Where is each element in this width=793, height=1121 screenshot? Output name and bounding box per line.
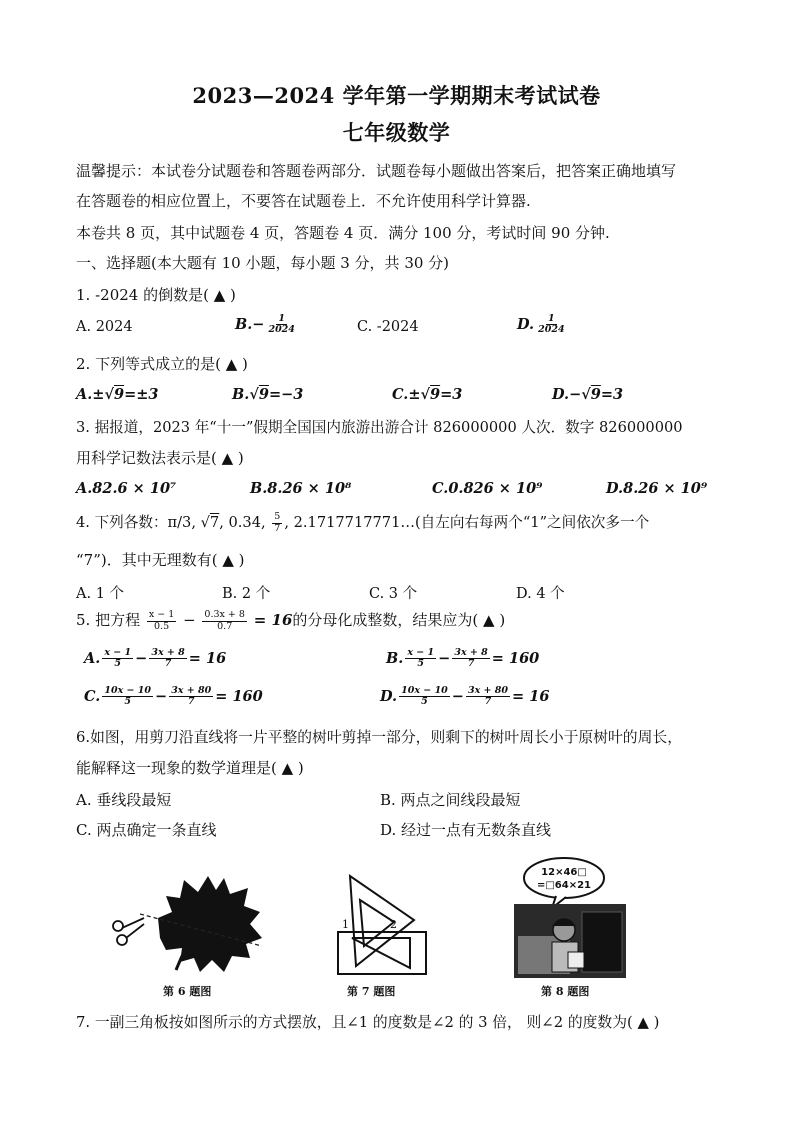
- q5-b-fraction-2: [452, 648, 489, 670]
- leaf-stem: [176, 956, 182, 970]
- q3-option-b: B.8.26 × 10⁸: [250, 480, 352, 497]
- q2-option-d: [552, 386, 623, 403]
- q2-d-prefix: D.−: [552, 386, 582, 403]
- q5-b-minus: −: [438, 649, 451, 667]
- q5-a-minus: −: [135, 649, 148, 667]
- q1-option-b: [235, 314, 299, 336]
- q5-d-minus: −: [451, 687, 464, 705]
- set-square-45: [338, 932, 426, 974]
- q5-f1-numerator: x − 1: [148, 609, 175, 621]
- q2-b-prefix: B.: [232, 386, 250, 403]
- q6-option-a: A. 垂线段最短: [76, 791, 172, 809]
- q5-c-minus: −: [155, 687, 168, 705]
- q1-d-denominator: 2024: [538, 324, 565, 336]
- q3-option-a: A.82.6 × 10⁷: [76, 480, 177, 497]
- q2-c-suffix: =3: [440, 386, 463, 403]
- q4-frac-denominator: 7: [274, 522, 281, 534]
- figure-7-caption: 第 7 题图: [347, 985, 396, 998]
- q5-b-label: B.: [386, 649, 404, 667]
- q5-a-f1-den: 5: [114, 658, 122, 670]
- q3-line-1: 3. 据报道，2023 年“十一”假期全国国内旅游出游合计 826000000 人次．数字 826000000: [76, 419, 683, 436]
- radical-sign: √: [581, 386, 591, 403]
- q2-option-a: [76, 386, 158, 403]
- q4-option-c: C. 3 个: [369, 586, 418, 602]
- q5-b-f1-num: x − 1: [407, 647, 435, 658]
- q5-c-f1-num: 10x − 10: [104, 685, 152, 696]
- q5-fraction-2: [202, 610, 247, 632]
- q5-a-f2-den: 7: [164, 658, 172, 670]
- exam-subtitle: 七年级数学: [342, 120, 451, 145]
- q4-fraction: [272, 512, 282, 534]
- radical-sign: √: [249, 386, 259, 403]
- q5-a-fraction-1: [102, 648, 133, 670]
- q1-b-fraction: [266, 314, 296, 336]
- q5-d-f2-num: 3x + 80: [467, 685, 509, 696]
- q5-f1-denominator: 0.5: [154, 620, 170, 632]
- q5-option-a: [84, 648, 226, 670]
- q5-c-f2-den: 7: [187, 696, 195, 708]
- exam-title: 2023—2024 学年第一学期期末考试试卷: [192, 83, 601, 108]
- q5-b-f2-num: 3x + 8: [454, 647, 488, 658]
- q5-a-rhs: = 16: [188, 649, 227, 667]
- q5-c-label: C.: [84, 687, 101, 705]
- q4-option-a: A. 1 个: [76, 586, 125, 602]
- q5-c-fraction-2: [169, 686, 213, 708]
- q2-a-radicand: 9: [113, 386, 125, 403]
- figure-7-set-squares: [330, 866, 440, 978]
- q5-option-c: [84, 686, 263, 708]
- q2-option-c: [392, 386, 462, 403]
- q5-b-rhs: = 160: [491, 649, 540, 667]
- q1-b-numerator: 1: [278, 313, 285, 324]
- q5-option-d: [380, 686, 549, 708]
- q6-option-c: C. 两点确定一条直线: [76, 821, 217, 839]
- q2-c-prefix: C.±: [392, 386, 421, 403]
- q5-f2-denominator: 0.7: [217, 620, 233, 632]
- q5-a-fraction-2: [149, 648, 186, 670]
- q5-minus: −: [183, 611, 196, 629]
- q5-c-fraction-1: [102, 686, 153, 708]
- intro-line-1: 温馨提示：本试卷分试题卷和答题卷两部分．试题卷每小题做出答案后，把答案正确地填写: [76, 162, 677, 180]
- q1-d-prefix: D.: [517, 315, 535, 333]
- radical-sign: √: [420, 386, 431, 403]
- q5-b-f1-den: 5: [417, 658, 425, 670]
- q1-option-c: C. -2024: [357, 319, 419, 335]
- figure-6-caption: 第 6 题图: [163, 985, 212, 998]
- q5-text-post: 的分母化成整数，结果应为( ▲ ): [292, 611, 506, 629]
- q1-stem: 1. -2024 的倒数是( ▲ ): [76, 286, 236, 304]
- q5-d-f2-den: 7: [484, 696, 492, 708]
- speech-bubble: [524, 858, 604, 898]
- q3-option-d: D.8.26 × 10⁹: [606, 480, 708, 497]
- q5-d-fraction-1: [399, 686, 450, 708]
- angle-1-label: 1: [342, 918, 349, 931]
- q5-d-fraction-2: [466, 686, 510, 708]
- q5-a-f1-num: x − 1: [104, 647, 132, 658]
- q2-a-prefix: A.±: [76, 386, 105, 403]
- q5-f2-numerator: 0.3x + 8: [204, 609, 245, 621]
- q5-d-f1-den: 5: [421, 696, 428, 708]
- q1-d-numerator: 1: [548, 313, 555, 324]
- q6-option-d: D. 经过一点有无数条直线: [380, 821, 552, 839]
- q4-frac-numerator: 5: [274, 511, 281, 523]
- q5-b-f2-den: 7: [467, 658, 475, 670]
- q1-d-fraction: [536, 314, 566, 336]
- q5-equals: = 16: [253, 611, 293, 629]
- figure-8-caption: 第 8 题图: [541, 985, 590, 998]
- q6-line-2: 能解释这一现象的数学道理是( ▲ ): [76, 759, 304, 777]
- q5-d-f1-num: 10x − 10: [401, 685, 448, 696]
- bubble-line-1: 12×46□: [541, 867, 587, 878]
- q4-text-2: , 0.34,: [219, 514, 271, 531]
- q4-text-3: , 2.1717717771…(自左向右每两个“1”之间依次多一个: [284, 514, 650, 531]
- q5-c-f2-num: 3x + 80: [171, 685, 212, 696]
- q1-b-denominator: 2024: [268, 324, 295, 336]
- q1-option-a: A. 2024: [76, 319, 133, 335]
- q6-option-b: B. 两点之间线段最短: [380, 791, 521, 809]
- leaf-shape: [158, 876, 262, 972]
- q3-option-c: C.0.826 × 10⁹: [432, 480, 543, 497]
- q6-line-1: 6.如图，用剪刀沿直线将一片平整的树叶剪掉一部分，则剩下的树叶周长小于原树叶的周长，: [76, 729, 682, 746]
- q5-text-pre: 5. 把方程: [76, 611, 141, 629]
- q7-stem: 7. 一副三角板按如图所示的方式摆放，且∠1 的度数是∠2 的 3 倍， 则∠2 的度数为( ▲ ): [76, 1014, 660, 1031]
- q5-d-rhs: = 16: [512, 687, 550, 705]
- figure-8-illustration: [512, 856, 628, 980]
- q4-radicand: 7: [209, 514, 220, 531]
- intro-line-2: 在答题卷的相应位置上，不要答在试题卷上．不允许使用科学计算器.: [76, 192, 531, 210]
- q2-d-radicand: 9: [590, 386, 601, 403]
- q4-line-2: “7”)．其中无理数有( ▲ ): [76, 551, 245, 569]
- bubble-line-2: =□64×21: [536, 880, 592, 891]
- q2-b-suffix: =−3: [268, 386, 304, 403]
- q3-line-2: 用科学记数法表示是( ▲ ): [76, 449, 244, 467]
- q5-b-fraction-1: [405, 648, 436, 670]
- q1-b-prefix: B.−: [235, 315, 265, 333]
- angle-2-label: 2: [390, 918, 397, 931]
- q5-c-f1-den: 5: [124, 696, 131, 708]
- q4-line-1: [76, 511, 649, 534]
- q2-d-suffix: =3: [600, 386, 624, 403]
- intro-line-3: 本卷共 8 页，其中试题卷 4 页，答题卷 4 页．满分 100 分，考试时间 90 分钟.: [76, 224, 610, 242]
- q2-stem: 2. 下列等式成立的是( ▲ ): [76, 355, 248, 373]
- scissors-icon: [113, 918, 144, 945]
- q5-option-b: [386, 648, 539, 670]
- q5-fraction-1: [147, 610, 176, 632]
- q2-option-b: [232, 386, 303, 403]
- q5-c-rhs: = 160: [215, 687, 263, 705]
- q5-d-label: D.: [380, 687, 398, 705]
- section-heading: 一、选择题(本大题有 10 小题，每小题 3 分，共 30 分): [76, 254, 450, 272]
- q4-text-1: 4. 下列各数：π/3,: [76, 514, 201, 531]
- radical-sign: √: [104, 386, 114, 403]
- figure-6-leaf: [100, 868, 280, 980]
- q2-c-radicand: 9: [430, 386, 441, 403]
- radical-sign: √: [200, 514, 210, 531]
- q2-a-suffix: =±3: [124, 386, 159, 403]
- q4-option-d: D. 4 个: [516, 586, 565, 602]
- q1-option-d: [517, 314, 569, 336]
- q2-b-radicand: 9: [258, 386, 269, 403]
- q5-a-label: A.: [84, 649, 101, 667]
- q5-a-f2-num: 3x + 8: [151, 647, 185, 658]
- q4-option-b: B. 2 个: [222, 586, 271, 602]
- q5-stem: [76, 609, 505, 632]
